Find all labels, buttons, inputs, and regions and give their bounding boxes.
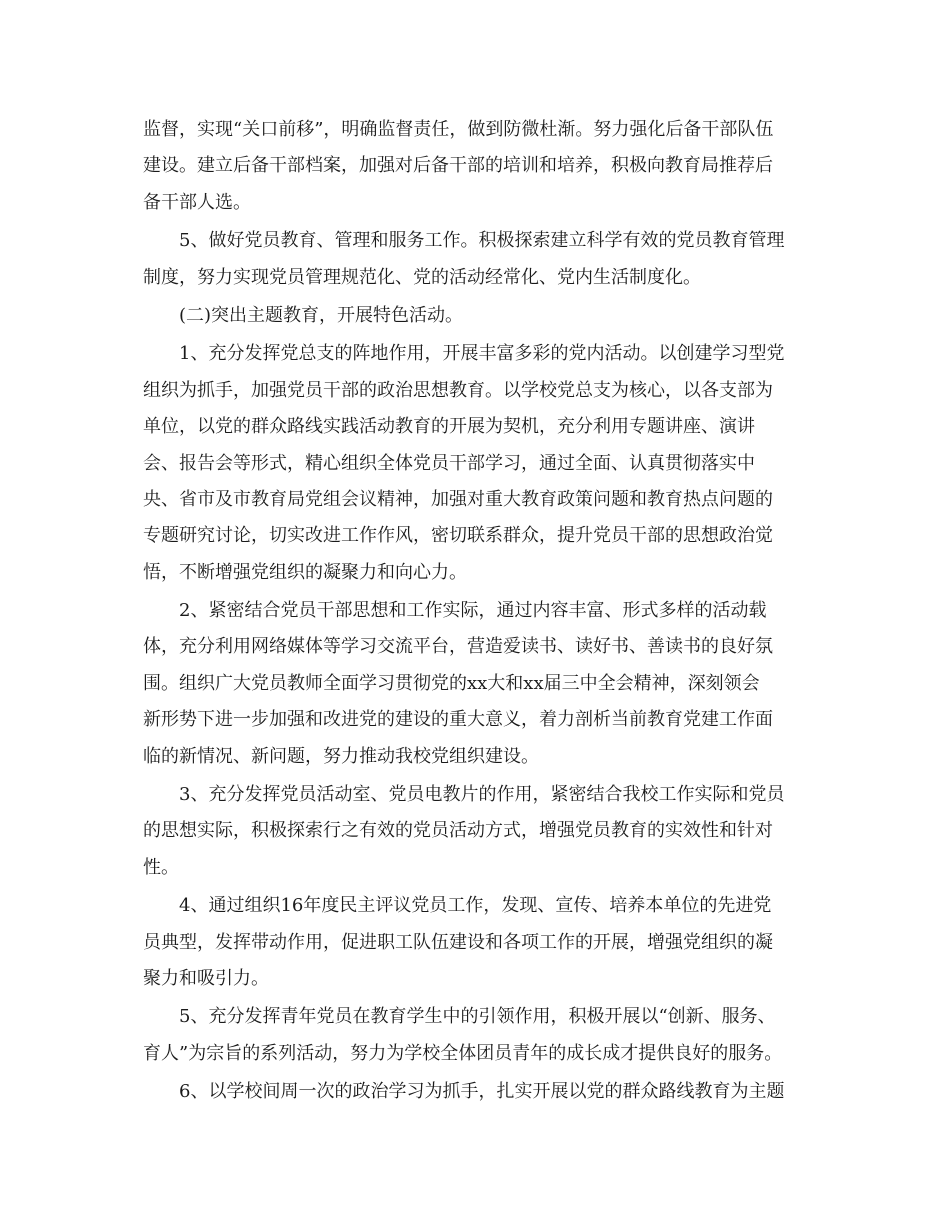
paragraph-line: 员典型，发挥带动作用，促进职工队伍建设和各项工作的开展，增强党组织的凝 [143, 931, 773, 953]
paragraph-line: 制度，努力实现党员管理规范化、党的活动经常化、党内生活制度化。 [143, 266, 701, 288]
paragraph-first-line: (二)突出主题教育，开展特色活动。 [179, 304, 464, 326]
paragraph-first-line: 1、充分发挥党总支的阵地作用，开展丰富多彩的党内活动。以创建学习型党 [179, 343, 785, 365]
paragraph-first-line: 3、充分发挥党员活动室、党员电教片的作用，紧密结合我校工作实际和党员 [179, 784, 785, 806]
paragraph-line: 聚力和吸引力。 [143, 967, 269, 989]
paragraph-first-line: 2、紧密结合党员干部思想和工作实际，通过内容丰富、形式多样的活动载 [179, 600, 767, 622]
paragraph-line: 会、报告会等形式，精心组织全体党员干部学习，通过全面、认真贯彻落实中 [143, 452, 755, 474]
paragraph-line: 悟，不断增强党组织的凝聚力和向心力。 [143, 561, 467, 583]
paragraph-line: 组织为抓手，加强党员干部的政治思想教育。以学校党总支为核心，以各支部为 [143, 379, 773, 401]
paragraph-line: 新形势下进一步加强和改进党的建设的重大意义，着力剖析当前教育党建工作面 [143, 709, 773, 731]
paragraph-line: 体，充分利用网络媒体等学习交流平台，营造爱读书、读好书、善读书的良好氛 [143, 636, 773, 658]
paragraph-first-line: 4、通过组织16年度民主评议党员工作，发现、宣传、培养本单位的先进党 [179, 895, 772, 917]
paragraph-line: 的思想实际，积极探索行之有效的党员活动方式，增强党员教育的实效性和针对 [143, 820, 773, 842]
document-body [143, 112, 807, 1111]
paragraph-first-line: 5、充分发挥青年党员在教育学生中的引领作用，积极开展以“创新、服务、 [179, 1006, 776, 1028]
paragraph-first-line: 5、做好党员教育、管理和服务工作。积极探索建立科学有效的党员教育管理 [179, 230, 785, 252]
paragraph-line: 央、省市及市教育局党组会议精神，加强对重大教育政策问题和教育热点问题的 [143, 488, 773, 510]
paragraph-line: 围。组织广大党员教师全面学习贯彻党的xx大和xx届三中全会精神，深刻领会 [143, 672, 760, 694]
paragraph-line: 育人”为宗旨的系列活动，努力为学校全体团员青年的成长成才提供良好的服务。 [143, 1042, 783, 1064]
paragraph-first-line: 6、以学校间周一次的政治学习为抓手，扎实开展以党的群众路线教育为主题 [179, 1081, 785, 1103]
paragraph-line: 性。 [143, 856, 179, 878]
paragraph-line: 专题研究讨论，切实改进工作作风，密切联系群众，提升党员干部的思想政治觉 [143, 525, 773, 547]
paragraph-line: 监督，实现“关口前移”，明确监督责任，做到防微杜渐。努力强化后备干部队伍 [143, 119, 774, 140]
paragraph-line: 单位，以党的群众路线实践活动教育的开展为契机，充分利用专题讲座、演讲 [143, 416, 755, 438]
paragraph-line: 建设。建立后备干部档案，加强对后备干部的培训和培养，积极向教育局推荐后 [143, 155, 773, 177]
paragraph-line: 临的新情况、新问题，努力推动我校党组织建设。 [143, 745, 539, 767]
paragraph-line: 备干部人选。 [143, 191, 251, 213]
